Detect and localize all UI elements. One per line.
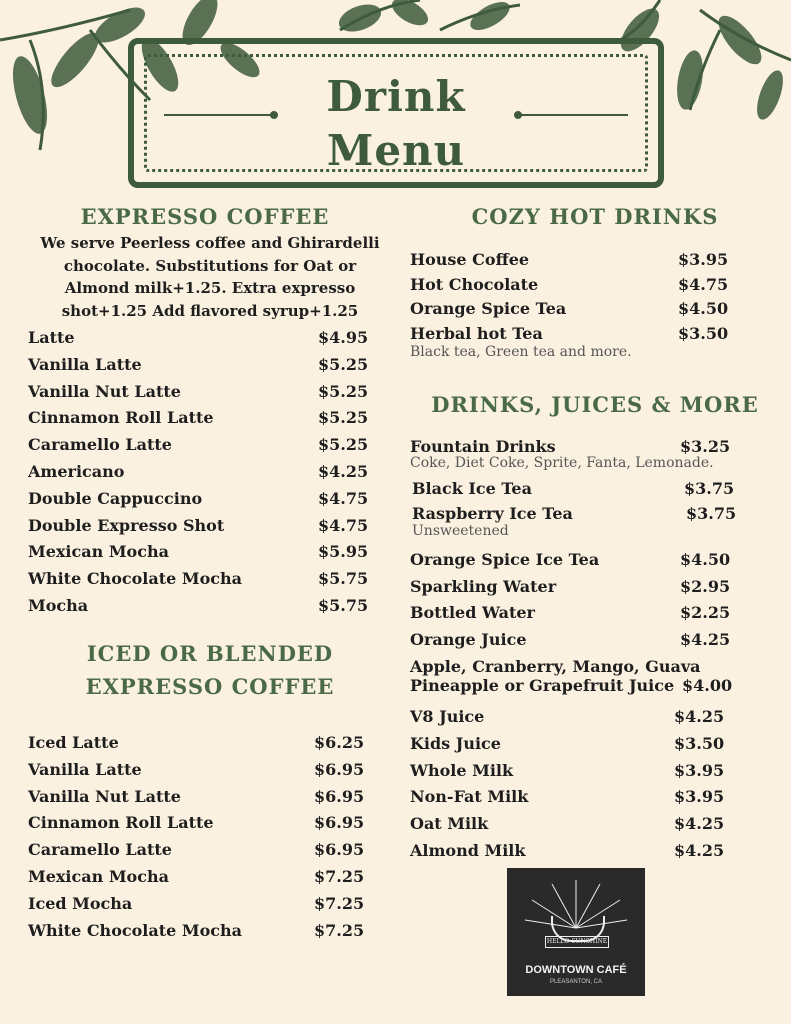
menu-item-price: $5.75 bbox=[318, 569, 369, 589]
menu-item-name: Whole Milk bbox=[410, 760, 514, 780]
menu-item-name: Mexican Mocha bbox=[28, 867, 169, 886]
menu-item-name: Vanilla Latte bbox=[28, 354, 142, 374]
section-heading-iced-2: EXPRESSO COFFEE bbox=[85, 674, 335, 699]
menu-item-name: Hot Chocolate bbox=[410, 274, 539, 294]
menu-item-name: Cinnamon Roll Latte bbox=[28, 408, 214, 428]
menu-item-price: $6.95 bbox=[314, 786, 365, 806]
menu-item-name: White Chocolate Mocha bbox=[28, 920, 242, 940]
menu-item-price: $5.25 bbox=[318, 381, 369, 401]
menu-item-name: Americano bbox=[28, 462, 125, 481]
menu-item-name: White Chocolate Mocha bbox=[28, 569, 242, 589]
menu-item-price: $3.75 bbox=[684, 479, 735, 498]
menu-item-price: $3.75 bbox=[686, 504, 737, 523]
menu-item-name: Caramello Latte bbox=[28, 840, 172, 860]
menu-item-name: Bottled Water bbox=[410, 603, 535, 623]
menu-item-price: $4.75 bbox=[318, 515, 369, 535]
menu-item-name: Apple, Cranberry, Mango, Guava bbox=[410, 657, 701, 676]
menu-item-price: $4.25 bbox=[680, 629, 731, 649]
menu-item-note: Coke, Diet Coke, Sprite, Fanta, Lemonade. bbox=[410, 455, 714, 471]
menu-item-price: $4.25 bbox=[674, 841, 725, 860]
menu-item-price: $4.00 bbox=[682, 676, 733, 695]
menu-item-name: Latte bbox=[28, 328, 75, 347]
menu-item-note: Unsweetened bbox=[412, 523, 509, 539]
menu-item-name: Vanilla Nut Latte bbox=[28, 381, 181, 401]
menu-item-price: $7.25 bbox=[314, 920, 365, 940]
menu-item-name: Fountain Drinks bbox=[410, 437, 556, 456]
menu-item-name: V8 Juice bbox=[410, 707, 485, 726]
menu-item-price: $4.50 bbox=[680, 550, 731, 569]
menu-item-price: $3.25 bbox=[680, 437, 731, 456]
page-title-line1: Drink bbox=[326, 72, 466, 121]
menu-item-name: Mexican Mocha bbox=[28, 542, 169, 562]
menu-item-price: $4.75 bbox=[678, 274, 729, 294]
menu-item-price: $4.50 bbox=[678, 299, 729, 319]
menu-item-name: Kids Juice bbox=[410, 733, 501, 753]
menu-item-price: $2.25 bbox=[680, 603, 731, 623]
menu-item-price: $6.25 bbox=[314, 733, 365, 752]
section-heading-hot: COZY HOT DRINKS bbox=[471, 204, 719, 229]
menu-item-price: $6.95 bbox=[314, 840, 365, 860]
page-title-line2: Menu bbox=[326, 126, 466, 175]
logo-city: PLEASANTON, CA bbox=[550, 979, 602, 985]
menu-item-price: $6.95 bbox=[314, 813, 365, 833]
menu-item-price: $6.95 bbox=[314, 759, 365, 779]
menu-item-name: Cinnamon Roll Latte bbox=[28, 813, 214, 833]
espresso-intro: We serve Peerless coffee and Ghirardelli chocolate. Substitutions for Oat or Almond milk+1.25. Extra expresso shot+1.25 Add flavored syrup+1.25 bbox=[40, 234, 380, 320]
menu-item-name: Iced Latte bbox=[28, 733, 119, 752]
menu-item-name: Sparkling Water bbox=[410, 576, 557, 596]
logo-name: DOWNTOWN CAFÉ bbox=[525, 964, 627, 976]
menu-item-price: $4.75 bbox=[318, 488, 369, 508]
menu-item-name: Double Cappuccino bbox=[28, 488, 203, 508]
menu-item-price: $3.95 bbox=[674, 787, 725, 807]
menu-item-name: Black Ice Tea bbox=[412, 479, 532, 498]
menu-item-name: Vanilla Nut Latte bbox=[28, 786, 181, 806]
menu-item-price: $3.50 bbox=[678, 324, 729, 344]
menu-item-name: Almond Milk bbox=[410, 841, 526, 860]
menu-item-name: Orange Spice Tea bbox=[410, 299, 567, 319]
menu-item-name: Caramello Latte bbox=[28, 435, 172, 455]
menu-item-price: $5.75 bbox=[318, 596, 369, 615]
menu-item-name: Mocha bbox=[28, 596, 89, 615]
menu-item-price: $7.25 bbox=[314, 867, 365, 886]
menu-item-price: $4.25 bbox=[674, 707, 725, 726]
menu-item-name: Oat Milk bbox=[410, 814, 489, 834]
menu-item-name: House Coffee bbox=[410, 250, 530, 269]
hot-note: Black tea, Green tea and more. bbox=[410, 344, 632, 360]
menu-item-name: Orange Spice Ice Tea bbox=[410, 550, 600, 569]
menu-item-price: $4.25 bbox=[674, 814, 725, 834]
menu-item-price: $5.25 bbox=[318, 435, 369, 455]
cafe-logo bbox=[507, 868, 645, 996]
section-heading-iced-1: ICED OR BLENDED bbox=[86, 641, 334, 666]
menu-item-name: Iced Mocha bbox=[28, 893, 133, 913]
menu-item-name: Orange Juice bbox=[410, 629, 527, 649]
menu-item-name: Vanilla Latte bbox=[28, 759, 142, 779]
menu-item-name: Double Expresso Shot bbox=[28, 515, 225, 535]
menu-item-name: Non-Fat Milk bbox=[410, 787, 529, 807]
menu-item-price: $3.50 bbox=[674, 733, 725, 753]
menu-item-price: $4.25 bbox=[318, 462, 369, 481]
menu-item-name: Herbal hot Tea bbox=[410, 324, 543, 344]
title-frame bbox=[128, 38, 664, 188]
menu-item-price: $3.95 bbox=[674, 760, 725, 780]
menu-item-price: $3.95 bbox=[678, 250, 729, 269]
menu-item-price: $7.25 bbox=[314, 893, 365, 913]
section-heading-espresso: EXPRESSO COFFEE bbox=[80, 204, 330, 229]
menu-item-name: Raspberry Ice Tea bbox=[412, 504, 573, 523]
menu-item-price: $4.95 bbox=[318, 328, 369, 347]
menu-item-price: $5.25 bbox=[318, 408, 369, 428]
menu-item-price: $5.25 bbox=[318, 354, 369, 374]
section-heading-juices: DRINKS, JUICES & MORE bbox=[431, 392, 759, 417]
menu-item-name: Pineapple or Grapefruit Juice bbox=[410, 676, 675, 695]
logo-banner: HELLO SUNSHINE bbox=[545, 936, 609, 948]
menu-item-price: $5.95 bbox=[318, 542, 369, 562]
menu-item-price: $2.95 bbox=[680, 576, 731, 596]
